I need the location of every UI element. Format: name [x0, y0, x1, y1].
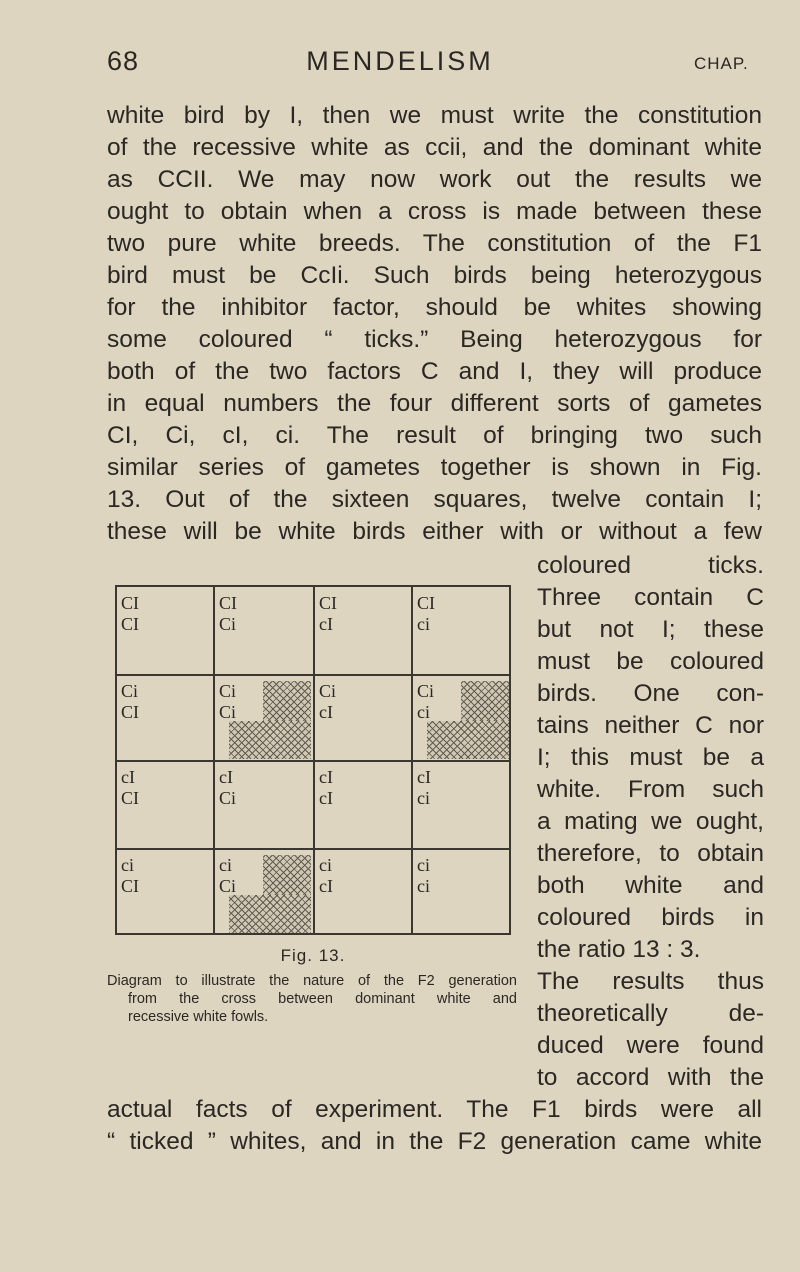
cell-gamete-bottom: Ci	[219, 614, 237, 634]
hatched-shading	[229, 895, 311, 933]
cell-gamete-bottom: cI	[319, 702, 333, 722]
text-line: of the recessive white as ccii, and the dominant white	[107, 134, 762, 161]
cell-gamete-top: Ci	[417, 681, 435, 701]
cell-gamete-top: ci	[417, 855, 430, 875]
hatched-shading	[427, 721, 509, 759]
grid-cell	[219, 593, 311, 673]
cell-gamete-bottom: cI	[319, 876, 333, 896]
grid-cell	[121, 767, 213, 847]
cell-gamete-bottom: CI	[121, 702, 139, 722]
side-text-line: tains neither C nor	[537, 712, 764, 739]
text-line: in equal numbers the four different sorts of gametes	[107, 390, 762, 417]
grid-cell	[219, 681, 311, 761]
figure-caption-line: Diagram to illustrate the nature of the F2 generation	[107, 973, 517, 989]
side-text-line: must be coloured	[537, 648, 764, 675]
text-line: white bird by I, then we must write the constitution	[107, 102, 762, 129]
side-text-line: Three contain C	[537, 584, 764, 611]
text-line: ought to obtain when a cross is made between these	[107, 198, 762, 225]
chapter-label: CHAP.	[694, 54, 749, 73]
figure-caption-line: from the cross between dominant white and	[128, 991, 517, 1007]
cell-gamete-bottom: ci	[417, 702, 430, 722]
cell-gamete-top: Ci	[121, 681, 139, 701]
cell-gamete-bottom: cI	[319, 614, 333, 634]
text-line: some coloured “ ticks.” Being heterozygous for	[107, 326, 762, 353]
grid-cell	[417, 855, 509, 935]
grid-cell	[319, 855, 411, 935]
text-line: “ ticked ” whites, and in the F2 generation came white	[107, 1128, 762, 1155]
cell-gamete-top: cI	[417, 767, 431, 787]
hatched-shading	[229, 721, 311, 759]
cell-gamete-bottom: CI	[121, 788, 139, 808]
cell-gamete-top: CI	[121, 593, 139, 613]
grid-divider	[117, 848, 509, 850]
cell-gamete-bottom: Ci	[219, 788, 237, 808]
cell-gamete-top: ci	[219, 855, 232, 875]
side-text-line: coloured birds in	[537, 904, 764, 931]
figure-label: Fig. 13.	[280, 946, 346, 965]
cell-gamete-top: CI	[219, 593, 237, 613]
side-text-line: white. From such	[537, 776, 764, 803]
cell-gamete-bottom: ci	[417, 788, 430, 808]
grid-cell	[417, 681, 509, 761]
text-line: similar series of gametes together is shown in Fig.	[107, 454, 762, 481]
page-number: 68	[107, 46, 140, 76]
cell-gamete-bottom: CI	[121, 876, 139, 896]
side-text-line: birds. One con-	[537, 680, 764, 707]
running-title: MENDELISM	[306, 46, 494, 76]
text-line: for the inhibitor factor, should be whites showing	[107, 294, 762, 321]
cell-gamete-top: cI	[121, 767, 135, 787]
running-head	[0, 46, 800, 86]
side-text-line: both white and	[537, 872, 764, 899]
grid-cell	[219, 855, 311, 935]
text-line: CI, Ci, cI, ci. The result of bringing two such	[107, 422, 762, 449]
cell-gamete-top: CI	[417, 593, 435, 613]
grid-cell	[319, 767, 411, 847]
grid-cell	[219, 767, 311, 847]
cell-gamete-top: cI	[319, 767, 333, 787]
text-line: both of the two factors C and I, they will produce	[107, 358, 762, 385]
grid-cell	[121, 593, 213, 673]
text-line: actual facts of experiment. The F1 birds were all	[107, 1096, 762, 1123]
side-text-line: the ratio 13 : 3.	[537, 936, 701, 963]
cell-gamete-top: ci	[319, 855, 332, 875]
side-text-line: to accord with the	[537, 1064, 764, 1091]
gamete-grid-figure	[115, 585, 511, 935]
text-line: as CCII. We may now work out the results we	[107, 166, 762, 193]
cell-gamete-bottom: ci	[417, 614, 430, 634]
grid-divider	[117, 674, 509, 676]
cell-gamete-top: CI	[319, 593, 337, 613]
grid-cell	[417, 593, 509, 673]
text-line: 13. Out of the sixteen squares, twelve contain I;	[107, 486, 762, 513]
side-text-line: therefore, to obtain	[537, 840, 764, 867]
side-text-line: The results thus	[537, 968, 764, 995]
cell-gamete-bottom: Ci	[219, 876, 237, 896]
cell-gamete-bottom: cI	[319, 788, 333, 808]
grid-cell	[417, 767, 509, 847]
side-text-line: theoretically de-	[537, 1000, 764, 1027]
text-line: bird must be CcIi. Such birds being heterozygous	[107, 262, 762, 289]
cell-gamete-top: Ci	[319, 681, 337, 701]
text-line: two pure white breeds. The constitution of the F1	[107, 230, 762, 257]
cell-gamete-bottom: ci	[417, 876, 430, 896]
side-text-line: duced were found	[537, 1032, 764, 1059]
side-text-line: a mating we ought,	[537, 808, 764, 835]
cell-gamete-top: cI	[219, 767, 233, 787]
side-text-line: coloured ticks.	[537, 552, 764, 579]
cell-gamete-top: ci	[121, 855, 134, 875]
cell-gamete-bottom: CI	[121, 614, 139, 634]
grid-cell	[121, 855, 213, 935]
grid-cell	[319, 593, 411, 673]
cell-gamete-bottom: Ci	[219, 702, 237, 722]
grid-cell	[121, 681, 213, 761]
side-text-line: but not I; these	[537, 616, 764, 643]
cell-gamete-top: Ci	[219, 681, 237, 701]
figure-caption-line: recessive white fowls.	[128, 1009, 269, 1025]
grid-cell	[319, 681, 411, 761]
text-line: these will be white birds either with or without a few	[107, 518, 762, 545]
side-text-line: I; this must be a	[537, 744, 764, 771]
